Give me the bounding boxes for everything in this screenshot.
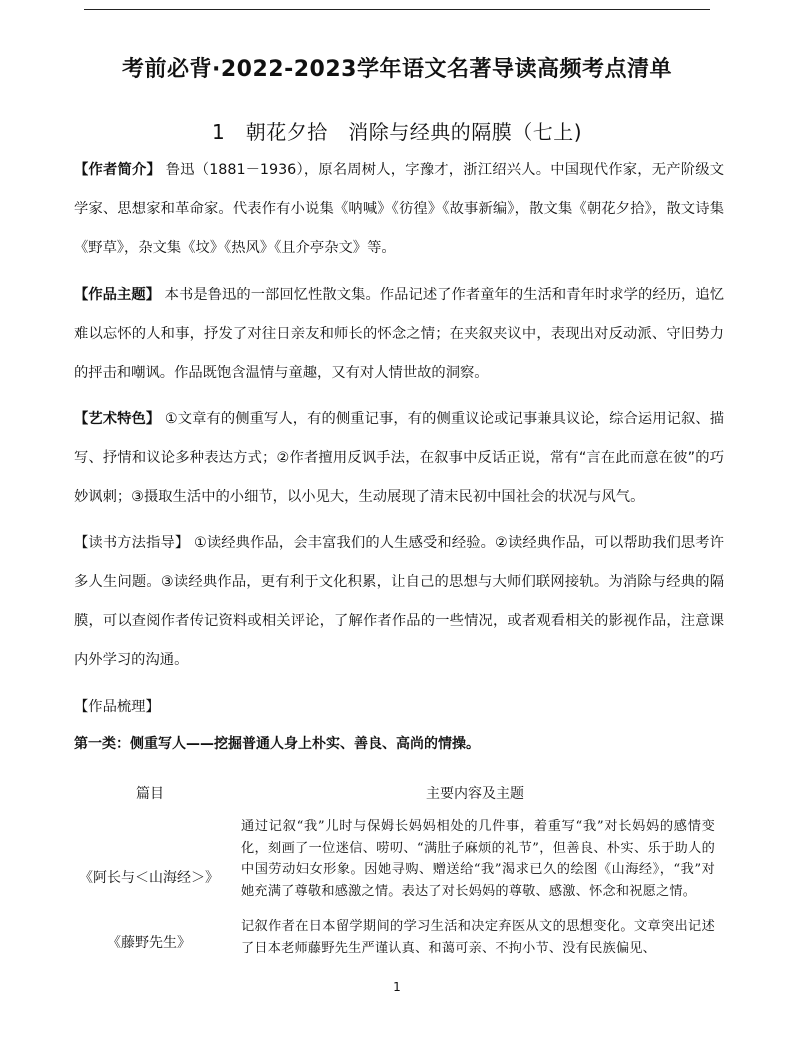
category-heading: 第一类：侧重写人——挖掘普通人身上朴实、善良、高尚的情操。: [74, 736, 480, 752]
outline-section: [74, 688, 724, 727]
art-section: [74, 400, 724, 517]
theme-section: [74, 276, 724, 393]
theme-tag: 【作品主题】: [74, 287, 161, 303]
table-row-title: 《藤野先生》: [107, 935, 191, 951]
art-tag: 【艺术特色】: [74, 411, 161, 427]
top-rule: [84, 9, 710, 10]
method-text: ①读经典作品，会丰富我们的人生感受和经验。②读经典作品，可以帮助我们思考许多人生问题。③读经典作品，更有利于文化积累，让自己的思想与大师们联网接轨。为消除与经典的隔膜，可以查阅作者传记资料或相关评论，了解作者作品的一些情况，或者观看相关的影视作品，注意课内外学习的沟通。: [74, 535, 724, 668]
chapter-subtitle: 1 朝花夕拾 消除与经典的隔膜（七上): [211, 120, 583, 144]
table-header-content: 主要内容及主题: [426, 786, 524, 802]
table-row-content: 通过记叙“我”儿时与保姆长妈妈相处的几件事，着重写“我”对长妈妈的感情变化，刻画了一位迷信、唠叨、“满肚子麻烦的礼节”，但善良、朴实、乐于助人的中国劳动妇女形象。因她寻购、赠送给“我”渴求已久的绘图《山海经》，“我”对她充满了尊敬和感激之情。表达了对长妈妈的尊敬、感激、怀念和祝愿之情。: [241, 819, 715, 899]
outline-tag: 【作品梳理】: [74, 699, 160, 715]
method-tag: 【读书方法指导】: [74, 535, 190, 551]
page-number: 1: [393, 980, 401, 994]
art-text: ①文章有的侧重写人，有的侧重记事，有的侧重议论或记事兼具议论，综合运用记叙、描写、抒情和议论多种表达方式；②作者擅用反讽手法，在叙事中反话正说，常有“言在此而意在彼”的巧妙讽刺；③摄取生活中的小细节，以小见大，生动展现了清末民初中国社会的状况与风气。: [74, 411, 725, 505]
method-section: [74, 524, 724, 680]
table-header-title: 篇目: [136, 786, 164, 802]
theme-text: 本书是鲁迅的一部回忆性散文集。作品记述了作者童年的生活和青年时求学的经历，追忆难以忘怀的人和事，抒发了对往日亲友和师长的怀念之情；在夹叙夹议中，表现出对反动派、守旧势力的抨击和嘲讽。作品既饱含温情与童趣，又有对人情世故的洞察。: [74, 287, 724, 381]
author-text: 鲁迅（1881－1936），原名周树人，字豫才，浙江绍兴人。中国现代作家，无产阶级文学家、思想家和革命家。代表作有小说集《呐喊》《彷徨》《故事新编》，散文集《朝花夕拾》，散文诗集《野草》，杂文集《坟》《热风》《且介亭杂文》等。: [74, 162, 724, 256]
table-row-content: 记叙作者在日本留学期间的学习生活和决定弃医从文的思想变化。文章突出记述了日本老师藤野先生严谨认真、和蔼可亲、不拘小节、没有民族偏见、: [241, 919, 715, 956]
table-row-title: 《阿长与＜山海经＞》: [79, 870, 219, 886]
author-section: [74, 151, 724, 268]
author-tag: 【作者简介】: [74, 162, 161, 178]
document-title: 考前必背·2022-2023学年语文名著导读高频考点清单: [122, 57, 672, 82]
